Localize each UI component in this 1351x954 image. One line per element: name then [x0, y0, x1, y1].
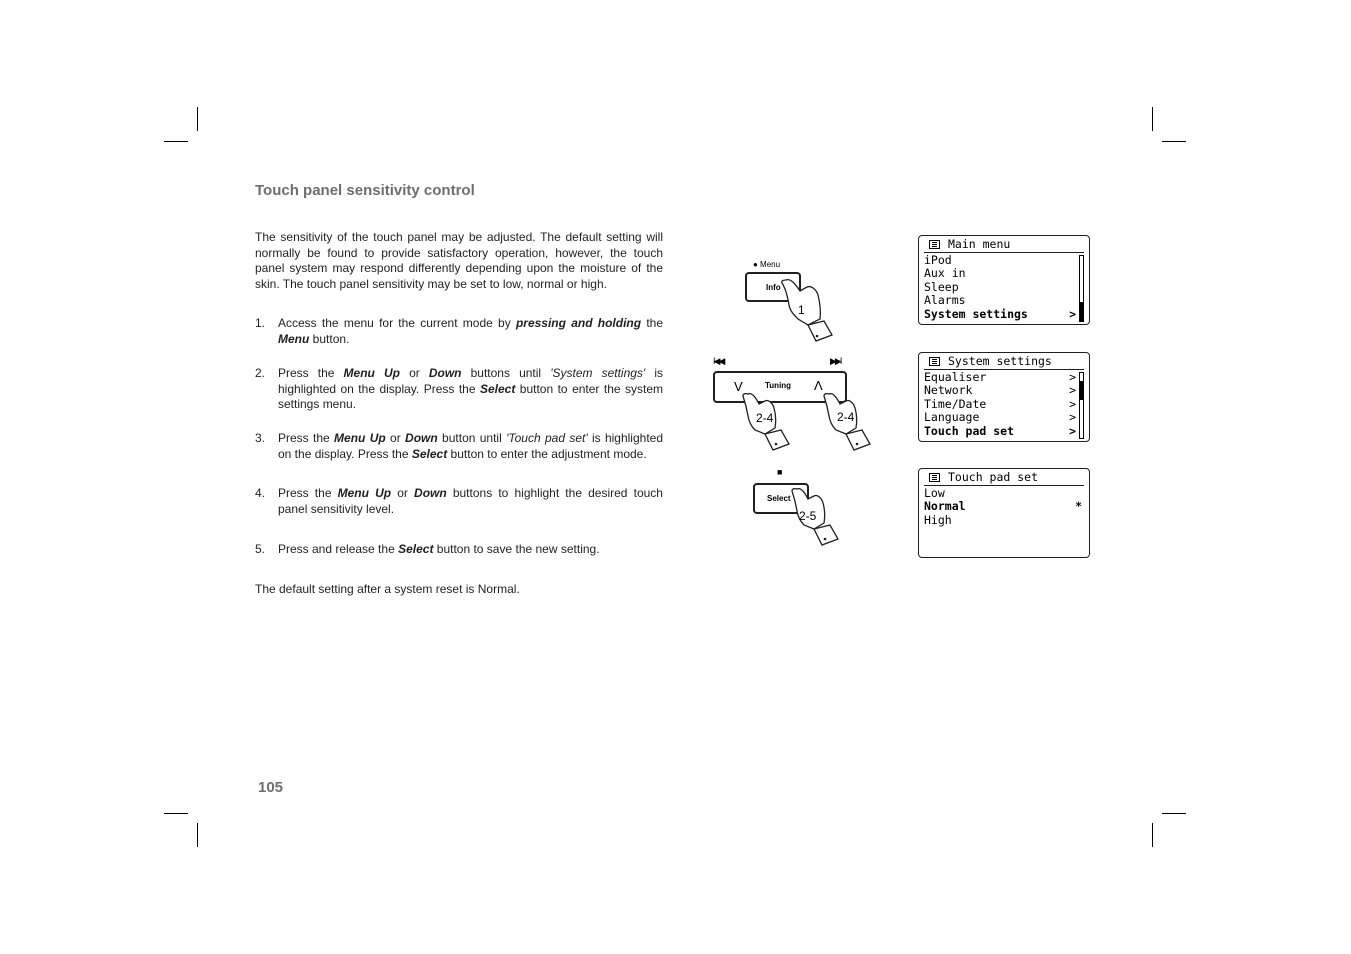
tuning-label: Tuning	[765, 381, 792, 390]
menu-item[interactable]: Language >	[924, 410, 1076, 425]
crop-mark	[1162, 813, 1186, 814]
lcd-title: System settings	[948, 354, 1052, 368]
menu-item[interactable]: Sleep	[924, 279, 959, 294]
step-number: 2.	[255, 366, 266, 380]
lcd-rows	[924, 371, 1084, 438]
menu-label: ● Menu	[753, 260, 781, 269]
step-callout: 2-4	[837, 410, 855, 424]
chevron-right-icon: >	[1069, 370, 1076, 384]
lcd-main-menu	[918, 235, 1090, 325]
crop-mark	[197, 107, 198, 131]
pointing-hand-icon	[705, 352, 885, 457]
step-2: 2. Press the Menu Up or Down buttons until 'System settings' is highlighted on the display. Press the Select button to enter the system settings menu.	[255, 366, 664, 411]
stop-icon: ■	[777, 467, 783, 477]
lcd-touch-pad-set	[918, 468, 1090, 558]
chevron-right-icon: >	[1069, 423, 1076, 438]
menu-item-selected[interactable]: System settings >	[924, 306, 1076, 321]
chevron-right-icon: >	[1069, 396, 1076, 411]
menu-item[interactable]: Alarms	[924, 293, 966, 308]
pointing-hand-icon	[700, 255, 850, 350]
info-button-figure	[700, 255, 850, 350]
section-title: Touch panel sensitivity control	[255, 182, 475, 199]
step-callout: 2-5	[799, 509, 817, 523]
menu-item[interactable]: Equaliser >	[924, 370, 1076, 384]
scrollbar-thumb	[1080, 381, 1083, 400]
lcd-title: Touch pad set	[948, 470, 1039, 484]
menu-up-button[interactable]: Λ	[814, 378, 823, 393]
chevron-right-icon: >	[1069, 383, 1076, 398]
lcd-rows	[924, 254, 1084, 321]
step-callout: 1	[798, 303, 805, 317]
intro-paragraph: The sensitivity of the touch panel may be adjusted. The default setting will normally be found to provide satisfactory operation, however, the touch panel system may respond differently depending upon the moisture of the skin. The touch panel sensitivity may be set to low, normal or high.	[255, 230, 663, 291]
option-item[interactable]: High	[924, 512, 952, 527]
lcd-rows	[924, 487, 1084, 527]
select-label: Select	[767, 494, 791, 503]
pointing-hand-icon	[735, 465, 855, 555]
lcd-header	[924, 355, 1084, 370]
next-icon: ▶▶I	[830, 356, 841, 366]
crop-mark	[164, 141, 188, 142]
step-number: 4.	[255, 486, 266, 500]
scrollbar-thumb	[1080, 302, 1083, 321]
info-label: Info	[766, 283, 781, 292]
crop-mark	[197, 823, 198, 847]
step-5: 5. Press and release the Select button to save the new setting.	[255, 542, 600, 556]
menu-item[interactable]: Aux in	[924, 266, 966, 281]
scrollbar	[1079, 372, 1084, 439]
current-setting-marker: *	[1075, 499, 1082, 514]
select-button-figure	[735, 465, 855, 555]
lcd-header	[924, 471, 1084, 486]
menu-item-selected[interactable]: Touch pad set >	[924, 423, 1076, 438]
lcd-header	[924, 238, 1084, 253]
menu-list-icon	[929, 473, 940, 482]
previous-icon: I◀◀	[713, 356, 724, 366]
step-callout: 2-4	[756, 411, 774, 425]
lcd-system-settings	[918, 352, 1090, 442]
tuning-buttons-figure	[705, 352, 885, 457]
menu-item[interactable]: iPod	[924, 253, 952, 267]
option-item-selected[interactable]: Normal *	[924, 499, 1082, 514]
menu-item[interactable]: Time/Date >	[924, 396, 1076, 411]
menu-item[interactable]: Network >	[924, 383, 1076, 398]
crop-mark	[1152, 823, 1153, 847]
menu-list-icon	[929, 357, 940, 366]
chevron-right-icon: >	[1069, 306, 1076, 321]
menu-list-icon	[929, 240, 940, 249]
step-4: 4. Press the Menu Up or Down buttons to highlight the desired touch panel sensitivity level.	[255, 486, 663, 516]
step-number: 5.	[255, 542, 266, 556]
crop-mark	[1162, 141, 1186, 142]
footer-note: The default setting after a system reset is Normal.	[255, 582, 520, 596]
step-number: 1.	[255, 316, 266, 330]
option-item[interactable]: Low	[924, 486, 945, 500]
step-1: 1. Access the menu for the current mode by pressing and holding the Menu button.	[255, 316, 664, 346]
crop-mark	[164, 813, 188, 814]
chevron-right-icon: >	[1069, 410, 1076, 425]
scrollbar	[1079, 255, 1084, 322]
menu-down-button[interactable]: V	[734, 379, 743, 394]
step-3: 3. Press the Menu Up or Down button until 'Touch pad set' is highlighted on the display. Press the Select button to enter the adjustment mode.	[255, 431, 664, 461]
lcd-title: Main menu	[948, 237, 1011, 251]
step-number: 3.	[255, 431, 266, 445]
crop-mark	[1152, 107, 1153, 131]
page-number: 105	[258, 779, 284, 796]
